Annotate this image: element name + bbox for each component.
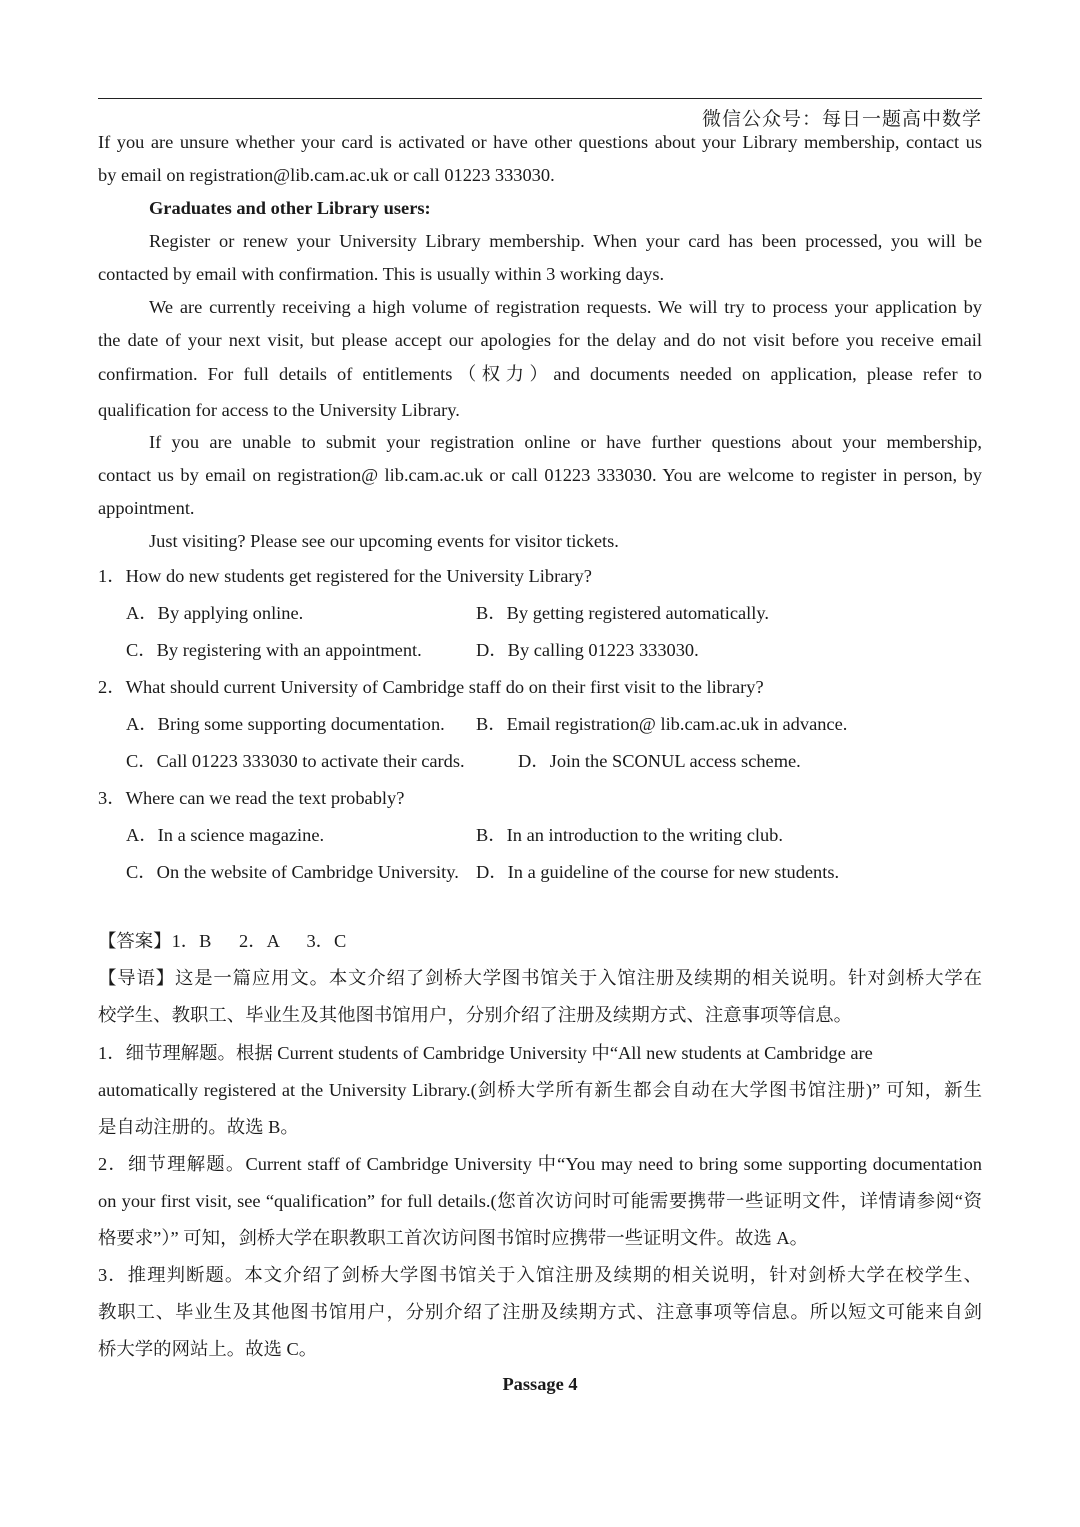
passage-text-line: We are currently receiving a high volume of registration requests. We will try to process your application by <box>149 297 982 317</box>
explanation-3-line: 3．推理判断题。本文介绍了剑桥大学图书馆关于入馆注册及续期的相关说明，针对剑桥大学在校学生、 <box>98 1265 982 1285</box>
passage-text-line: appointment. <box>98 498 195 518</box>
question-3-stem: 3．Where can we read the text probably? <box>98 788 405 808</box>
passage-text-line: If you are unsure whether your card is activated or have other questions about your Library membership, contact us <box>98 132 982 152</box>
explanation-2-line: on your first visit, see “qualification” for full details.(您首次访问时可能需要携带一些证明文件，详情请参阅“资 <box>98 1191 982 1211</box>
passage-text-line: confirmation. For full details of entitlements（权力）and documents needed on application, please refer to <box>98 364 982 384</box>
question-3-option-a: A．In a science magazine. <box>126 825 325 845</box>
explanation-1-line: 是自动注册的。故选 B。 <box>98 1117 299 1137</box>
question-2-option-a: A．Bring some supporting documentation. <box>126 714 445 734</box>
passage-text-line: qualification for access to the University Library. <box>98 400 460 420</box>
intro-text-line: 校学生、教职工、毕业生及其他图书馆用户，分别介绍了注册及续期方式、注意事项等信息。 <box>98 1005 853 1025</box>
section-heading-graduates: Graduates and other Library users: <box>149 198 431 218</box>
question-1-stem: 1．How do new students get registered for the University Library? <box>98 566 592 586</box>
question-3-option-c: C．On the website of Cambridge University. <box>126 862 459 882</box>
passage-text-line: the date of your next visit, but please accept our apologies for the delay and do not visit before you receive email <box>98 330 982 350</box>
passage-text-line: contact us by email on registration@ lib.cam.ac.uk or call 01223 333030. You are welcome to register in person, by <box>98 465 982 485</box>
passage-text-line: If you are unable to submit your registration online or have further questions about your membership, <box>149 432 982 452</box>
question-1-option-b: B．By getting registered automatically. <box>476 603 769 623</box>
explanation-1-line: automatically registered at the University Library.(剑桥大学所有新生都会自动在大学图书馆注册)” 可知，新生 <box>98 1080 982 1100</box>
explanation-1-line: 1．细节理解题。根据 Current students of Cambridge University 中“All new students at Cambridge are <box>98 1043 873 1063</box>
passage-text-line: Register or renew your University Library membership. When your card has been processed, you will be <box>149 231 982 251</box>
explanation-3-line: 桥大学的网站上。故选 C。 <box>98 1339 318 1359</box>
explanation-3-line: 教职工、毕业生及其他图书馆用户，分别介绍了注册及续期方式、注意事项等信息。所以短文可能来自剑 <box>98 1302 982 1322</box>
question-1-option-c: C．By registering with an appointment. <box>126 640 422 660</box>
question-2-option-d: D．Join the SCONUL access scheme. <box>518 751 801 771</box>
question-2-option-b: B．Email registration@ lib.cam.ac.uk in advance. <box>476 714 848 734</box>
passage-text-line: Just visiting? Please see our upcoming events for visitor tickets. <box>149 531 619 551</box>
question-1-option-a: A．By applying online. <box>126 603 304 623</box>
explanation-2-line: 格要求”）” 可知，剑桥大学在职教职工首次访问图书馆时应携带一些证明文件。故选 A。 <box>98 1228 809 1248</box>
header-channel-label: 微信公众号：每日一题高中数学 <box>701 109 982 130</box>
intro-text-line: 【导语】这是一篇应用文。本文介绍了剑桥大学图书馆关于入馆注册及续期的相关说明。针对剑桥大学在 <box>98 968 982 988</box>
answer-key: 【答案】1．B 2．A 3．C <box>98 931 347 951</box>
question-1-option-d: D．By calling 01223 333030. <box>476 640 699 660</box>
explanation-2-line: 2．细节理解题。Current staff of Cambridge University 中“You may need to bring some supporting documentation <box>98 1154 982 1174</box>
question-3-option-d: D．In a guideline of the course for new students. <box>476 862 840 882</box>
passage-text-line: contacted by email with confirmation. This is usually within 3 working days. <box>98 264 665 284</box>
question-3-option-b: B．In an introduction to the writing club. <box>476 825 783 845</box>
question-2-stem: 2．What should current University of Cambridge staff do on their first visit to the library? <box>98 677 764 697</box>
passage-text-line: by email on registration@lib.cam.ac.uk or call 01223 333030. <box>98 165 555 185</box>
question-2-option-c: C．Call 01223 333030 to activate their cards. <box>126 751 465 771</box>
next-passage-title: Passage 4 <box>502 1374 578 1394</box>
header-rule <box>98 98 982 99</box>
